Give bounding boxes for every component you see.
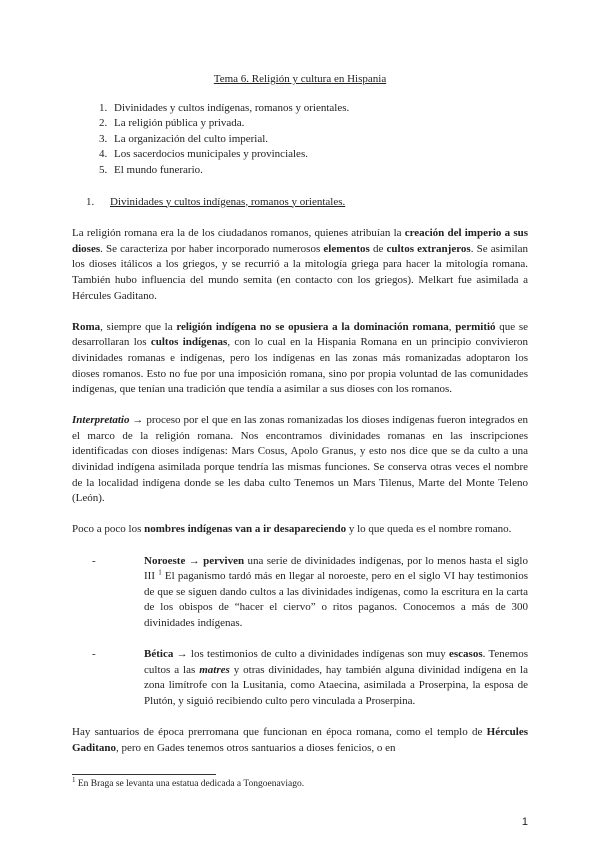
bold-text: Bética xyxy=(144,648,174,661)
bold-text: Interpretatio xyxy=(72,414,130,427)
footnote-divider xyxy=(72,774,216,775)
text-run: . Tenemos cultos a las xyxy=(144,648,528,676)
body-paragraph xyxy=(72,320,528,398)
bold-text: elementos xyxy=(323,242,370,255)
bullet-dash: - xyxy=(92,648,96,661)
body-paragraph xyxy=(72,226,528,304)
text-run: → los testimonios de culto a divinidades indígenas son muy xyxy=(173,648,449,661)
bullet-item xyxy=(72,647,528,709)
toc-item: 5. El mundo funerario. xyxy=(110,163,528,179)
toc-item: 3. La organización del culto imperial. xyxy=(110,132,528,148)
text-run: que se desarrollaran los xyxy=(72,320,528,349)
text-run: una serie de divinidades indígenas, por lo menos hasta el siglo III xyxy=(144,554,528,583)
bold-text: nombres indígenas van a ir desapareciendo xyxy=(144,523,347,536)
bold-text: escasos xyxy=(449,648,483,661)
toc-item: 2. La religión pública y privada. xyxy=(110,116,528,132)
table-of-contents xyxy=(72,101,528,179)
section-number: 1. xyxy=(86,195,95,208)
text-run: y lo que queda es el nombre romano. xyxy=(346,523,512,536)
bullet-item xyxy=(72,554,528,632)
text-run: , xyxy=(448,320,456,333)
section-title: Divinidades y cultos indígenas, romanos y orientales. xyxy=(110,195,346,208)
bold-text: Noroeste xyxy=(144,554,186,567)
text-run: → proceso por el que en las zonas romanizadas los dioses indígenas fueron integrados en el marco de la religión romana. Nos encontramos divinidades romanas en las inscripciones identificadas con dioses indígenas: Mars Cosus, Apolo Granus, y esto nos dice que se da culto a una divinidad indígena asimilada porque tendría las mismas funciones. Se conserva otras veces el nombre de la localidad indígena donde se les daba culto Tenemos un Mars Tilenus, Marte del Monte Teleno (León). xyxy=(72,414,528,505)
bold-text: creación del imperio a sus dioses xyxy=(72,227,528,255)
text-run: Poco a poco los xyxy=(72,523,145,536)
text-run: Hay santuarios de época prerromana que funcionan en época romana, como el templo de xyxy=(72,726,487,739)
text-run: → xyxy=(185,554,204,567)
text-run: El paganismo tardó más en llegar al noroeste, pero en el siglo VI hay testimonios de que se siguen dando cultos a las divinidades indígenas, como la escritura en la carta de los obispos de “hacer el ciervo” o ritos paganos. Conocemos a más de 300 divinidades indígenas. xyxy=(144,570,528,629)
bold-text: cultos indígenas xyxy=(150,336,228,349)
bold-text: matres xyxy=(199,663,230,676)
bold-text: perviven xyxy=(203,554,245,567)
toc-item: 1. Divinidades y cultos indígenas, romanos y orientales. xyxy=(110,101,528,117)
text-run: y otras divinidades, hay también alguna divinidad indígena en la zona limítrofe con la Lusitania, como Ataecina, asimilada a Proserpina, la esposa de Plutón, y siguió recibiendo culto pero vinculada a Proserpina. xyxy=(144,663,528,707)
text-run: La religión romana era la de los ciudadanos romanos, quienes atribuían la xyxy=(72,227,405,240)
document-title: Tema 6. Religión y cultura en Hispania xyxy=(213,73,387,85)
footnote xyxy=(72,778,528,791)
text-run: . Se caracteriza por haber incorporado numerosos xyxy=(100,242,324,255)
body-paragraph xyxy=(72,413,528,507)
bold-text: permitió xyxy=(455,320,496,333)
toc-item: 4. Los sacerdocios municipales y provinciales. xyxy=(110,147,528,163)
closing-paragraph xyxy=(72,725,528,756)
text-run: , pero en Gades tenemos otros santuarios a dioses fenicios, o en xyxy=(116,741,396,754)
bold-text: Roma xyxy=(72,320,101,333)
text-run: . Se asimilan los dioses itálicos a los griegos, y se recurrió a la mitología griega para hacer la mitología romana. También hubo influencia del mundo semita (en contacto con los griegos). Melkart fue asimilada a Hércules Gaditano. xyxy=(72,242,528,302)
bold-text: cultos extranjeros xyxy=(386,242,471,255)
footnote-mark: 1 xyxy=(72,776,76,785)
section-heading xyxy=(86,195,528,211)
body-paragraph xyxy=(72,522,528,538)
footnote-reference: 1 xyxy=(158,568,162,577)
bold-text: Hércules Gaditano xyxy=(72,726,528,754)
page-number: 1 xyxy=(521,816,528,829)
bullet-dash: - xyxy=(92,554,96,567)
bold-text: religión indígena no se opusiera a la dominación romana xyxy=(176,320,449,333)
text-run: , siempre que la xyxy=(100,320,177,333)
text-run: de xyxy=(369,242,387,255)
text-run: , con lo cual en la Hispania Romana en un principio convivieron divinidades romanas e indígenas, pero los indígenas en las zonas más romanizadas adoptaron los dioses romanos. Esto no fue por una imposición romana, sino por propia voluntad de las comunidades indígenas, que tenían una tradición que tendía a asimilar a sus dioses con los romanos. xyxy=(72,336,528,396)
footnote-text: En Braga se levanta una estatua dedicada a Tongoenaviago. xyxy=(75,779,305,790)
